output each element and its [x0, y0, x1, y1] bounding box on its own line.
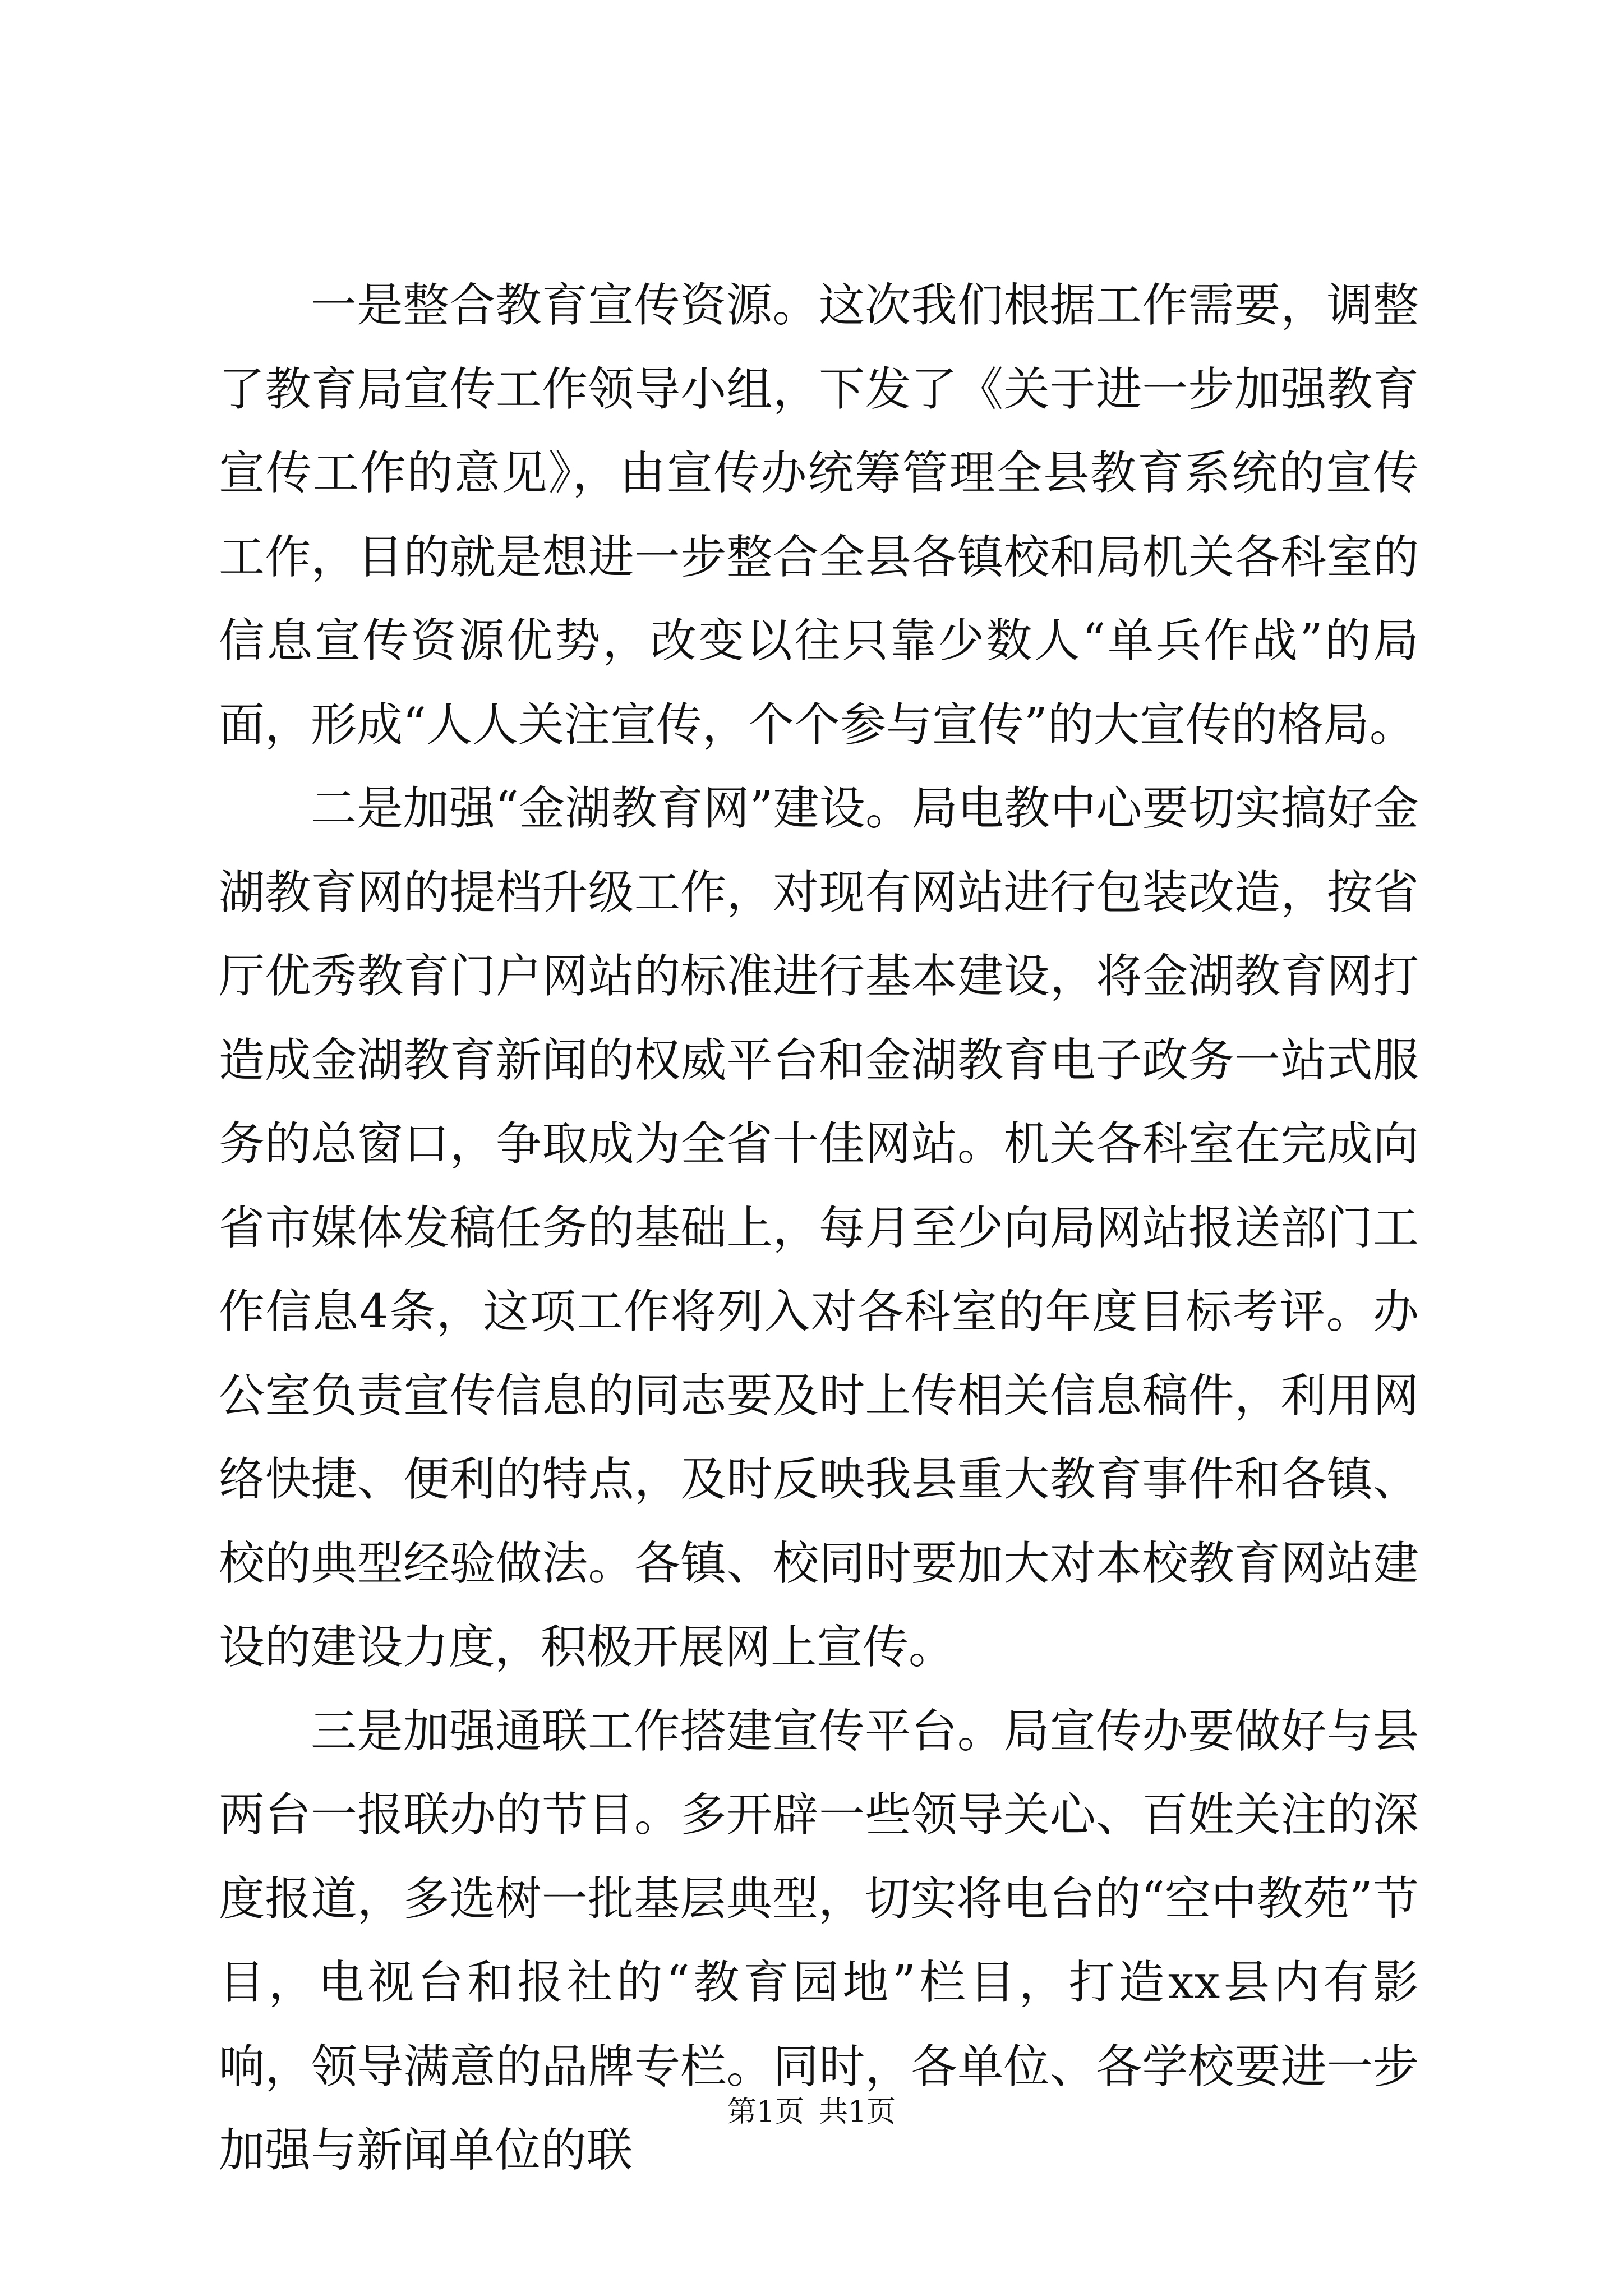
page-number-current: 第1页: [727, 2095, 804, 2129]
paragraph-2: 二是加强“金湖教育网”建设。局电教中心要切实搞好金湖教育网的提档升级工作，对现有网站进行包装改造，按省厅优秀教育门户网站的标准进行基本建设，将金湖教育网打造成金湖教育新闻的权威平台和金湖教育电子政务一站式服务的总窗口，争取成为全省十佳网站。机关各科室在完成向省市媒体发稿任务的基础上，每月至少向局网站报送部门工作信息4条，这项工作将列入对各科室的年度目标考评。办公室负责宣传信息的同志要及时上传相关信息稿件，利用网络快捷、便利的特点，及时反映我县重大教育事件和各镇、校的典型经验做法。各镇、校同时要加大对本校教育网站建设的建设力度，积极开展网上宣传。: [219, 782, 1419, 1674]
page-number-total: 共1页: [819, 2095, 896, 2129]
paragraph-3: 三是加强通联工作搭建宣传平台。局宣传办要做好与县两台一报联办的节目。多开辟一些领导关心、百姓关注的深度报道，多选树一批基层典型，切实将电台的“空中教苑”节目，电视台和报社的“教育园地”栏目，打造xx县内有影响，领导满意的品牌专栏。同时，各单位、各学校要进一步加强与新闻单位的联: [219, 1704, 1419, 2177]
paragraph-1: 一是整合教育宣传资源。这次我们根据工作需要，调整了教育局宣传工作领导小组，下发了《关于进一步加强教育宣传工作的意见》，由宣传办统筹管理全县教育系统的宣传工作，目的就是想进一步整合全县各镇校和局机关各科室的信息宣传资源优势，改变以往只靠少数人“单兵作战”的局面，形成“人人关注宣传，个个参与宣传”的大宣传的格局。: [219, 279, 1419, 752]
page-footer: [0, 2092, 1623, 2132]
document-body: [219, 264, 1419, 2193]
